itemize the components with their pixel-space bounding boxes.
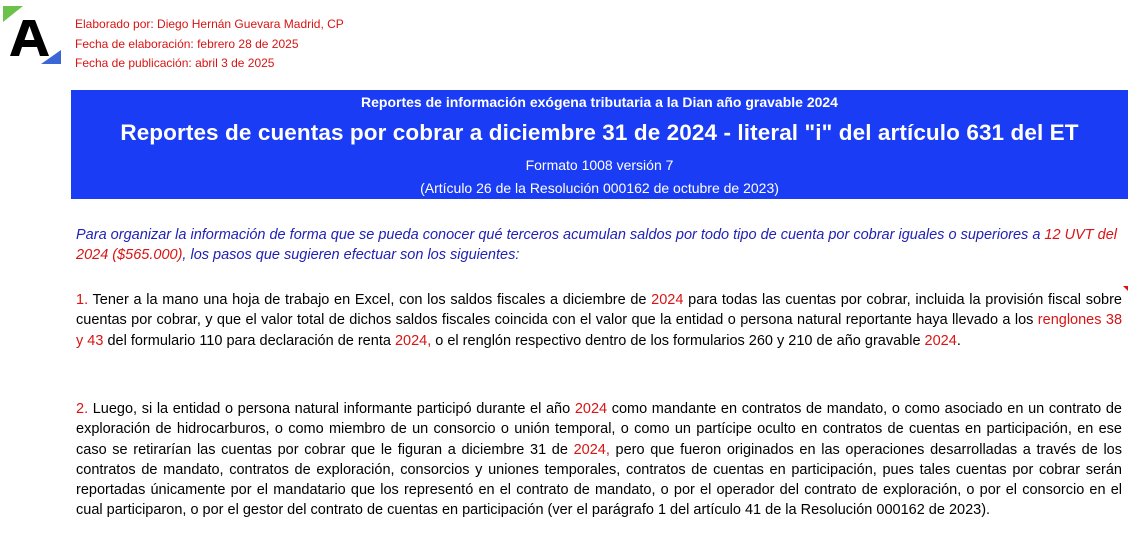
year-highlight: 2024 (574, 401, 608, 417)
step-1-paragraph (76, 290, 1122, 351)
renglones-highlight: renglones 38 y 43 (76, 312, 1123, 349)
author-line: Elaborado por: Diego Hernán Guevara Madrid, CP (75, 17, 344, 31)
title-banner (71, 90, 1128, 199)
year-highlight: 2024, (394, 332, 432, 349)
step-number: 2. (76, 401, 89, 417)
a-logo-icon (3, 6, 61, 64)
intro-paragraph (76, 225, 1117, 265)
year-highlight: 2024 (651, 292, 684, 308)
resolution-reference: (Artículo 26 de la Resolución 000162 de octubre de 2023) (420, 180, 779, 196)
year-highlight: 2024, (573, 441, 610, 458)
step-2-paragraph (76, 399, 1122, 521)
intro-text-end: , los pasos que sugieren efectuar son los siguientes: (182, 247, 520, 263)
comment-marker-icon (1123, 286, 1128, 291)
step-number: 1. (76, 292, 89, 308)
step-text: Tener a la mano una hoja de trabajo en Excel, con los saldos fiscales a diciembre de (88, 292, 652, 308)
step-text: . (956, 332, 961, 349)
step-text: Luego, si la entidad o persona natural informante participó durante el año (88, 401, 575, 417)
year-highlight: 2024 (924, 332, 957, 349)
step-text: o el renglón respectivo dentro de los formularios 260 y 210 de año gravable (431, 332, 925, 349)
elaboration-date: Fecha de elaboración: febrero 28 de 2025 (75, 36, 299, 51)
intro-text: Para organizar la información de forma que se pueda conocer qué terceros acumulan saldos por todo tipo de cuenta por cobrar iguales o superiores a (76, 227, 1045, 243)
page-title: Reportes de cuentas por cobrar a diciembre 31 de 2024 - literal "i" del artículo 631 del ET (120, 120, 1079, 145)
document-meta (75, 15, 344, 74)
step-text: del formulario 110 para declaración de renta (103, 332, 395, 349)
step-text: pero que fueron originados en las operaciones desarrolladas a través de los contratos de mandato, contratos de exploración, consorcios y uniones temporales, contratos de cuentas en participación, pues tales cuentas por cobrar serán reportadas únicamente por el mandatario que los representó en el contrato de mandato, o por el operador del contrato de exploración, o por el consorcio en el cual participaron, o por el gestor del contrato de cuentas en participación (ver el parágrafo 1 del artículo 41 de la Resolución 000162 de 2023). (76, 441, 1122, 519)
format-version: Formato 1008 versión 7 (525, 157, 674, 173)
publication-date: Fecha de publicación: abril 3 de 2025 (75, 56, 275, 70)
step-text: como mandante en contratos de mandato, o como asociado en un contrato de exploración de hidrocarburos, o como miembro de un consorcio o unión temporal, o como un partícipe oculto en contratos de cuentas en participación, en ese caso se retirarían las cuentas por cobrar que le figuran a diciembre 31 de (76, 401, 1122, 458)
step-text: para todas las cuentas por cobrar, incluida la provisión fiscal sobre cuentas por cobrar, y que el valor total de dichos saldos fiscales coincida con el valor que la entidad o persona natural reportante haya llevado a los (76, 292, 1122, 329)
uvt-amount: 12 UVT del 2024 ($565.000) (76, 227, 1117, 263)
banner-subtitle: Reportes de información exógena tributaria a la Dian año gravable 2024 (361, 94, 838, 110)
